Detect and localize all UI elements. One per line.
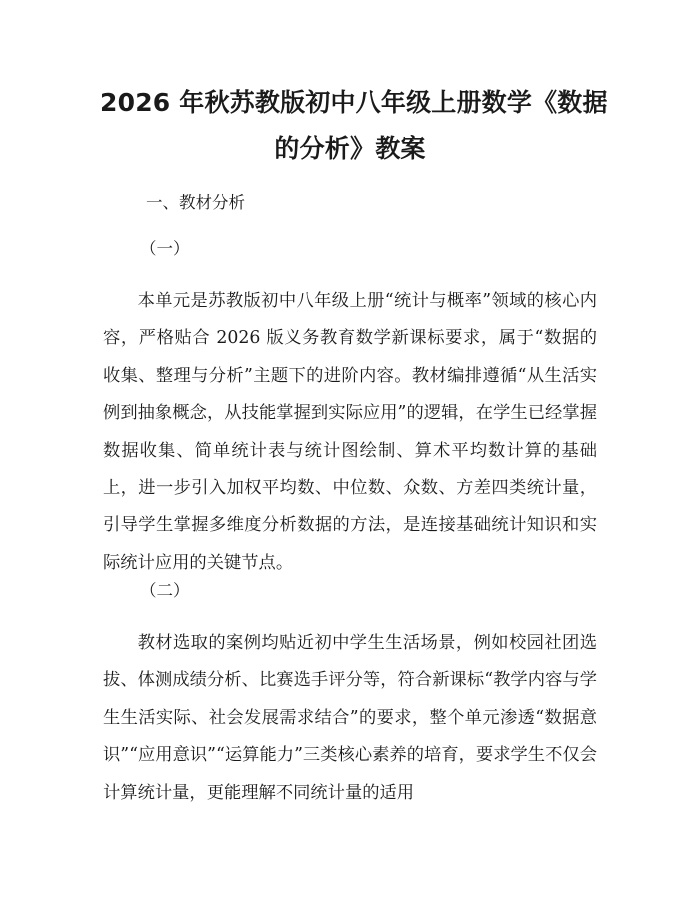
subsection-heading-2: （二） [140, 581, 190, 600]
section-heading-textbook-analysis: 一、教材分析 [146, 193, 245, 212]
subsection-heading-1: （一） [140, 239, 190, 258]
paragraph-1: 本单元是苏教版初中八年级上册“统计与概率”领域的核心内容，严格贴合 2026 版义务教育数学新课标要求，属于“数据的收集、整理与分析”主题下的进阶内容。教材编排遵循“从生活实例到抽象概念，从技能掌握到实际应用”的逻辑，在学生已经掌握数据收集、简单统计表与统计图绘制、算术平均数计算的基础上，进一步引入加权平均数、中位数、众数、方差四类统计量，引导学生掌握多维度分析数据的方法，是连接基础统计知识和实际统计应用的关键节点。 [103, 291, 597, 573]
document-title-line-2: 的分析》教案 [274, 134, 426, 163]
document-title-line-1: 2026 年秋苏教版初中八年级上册数学《数据 [100, 88, 608, 117]
paragraph-2: 教材选取的案例均贴近初中学生生活场景，例如校园社团选拔、体测成绩分析、比赛选手评分等，符合新课标“教学内容与学生生活实际、社会发展需求结合”的要求，整个单元渗透“数据意识”“应用意识”“运算能力”三类核心素养的培育，要求学生不仅会计算统计量，更能理解不同统计量的适用 [103, 633, 597, 803]
